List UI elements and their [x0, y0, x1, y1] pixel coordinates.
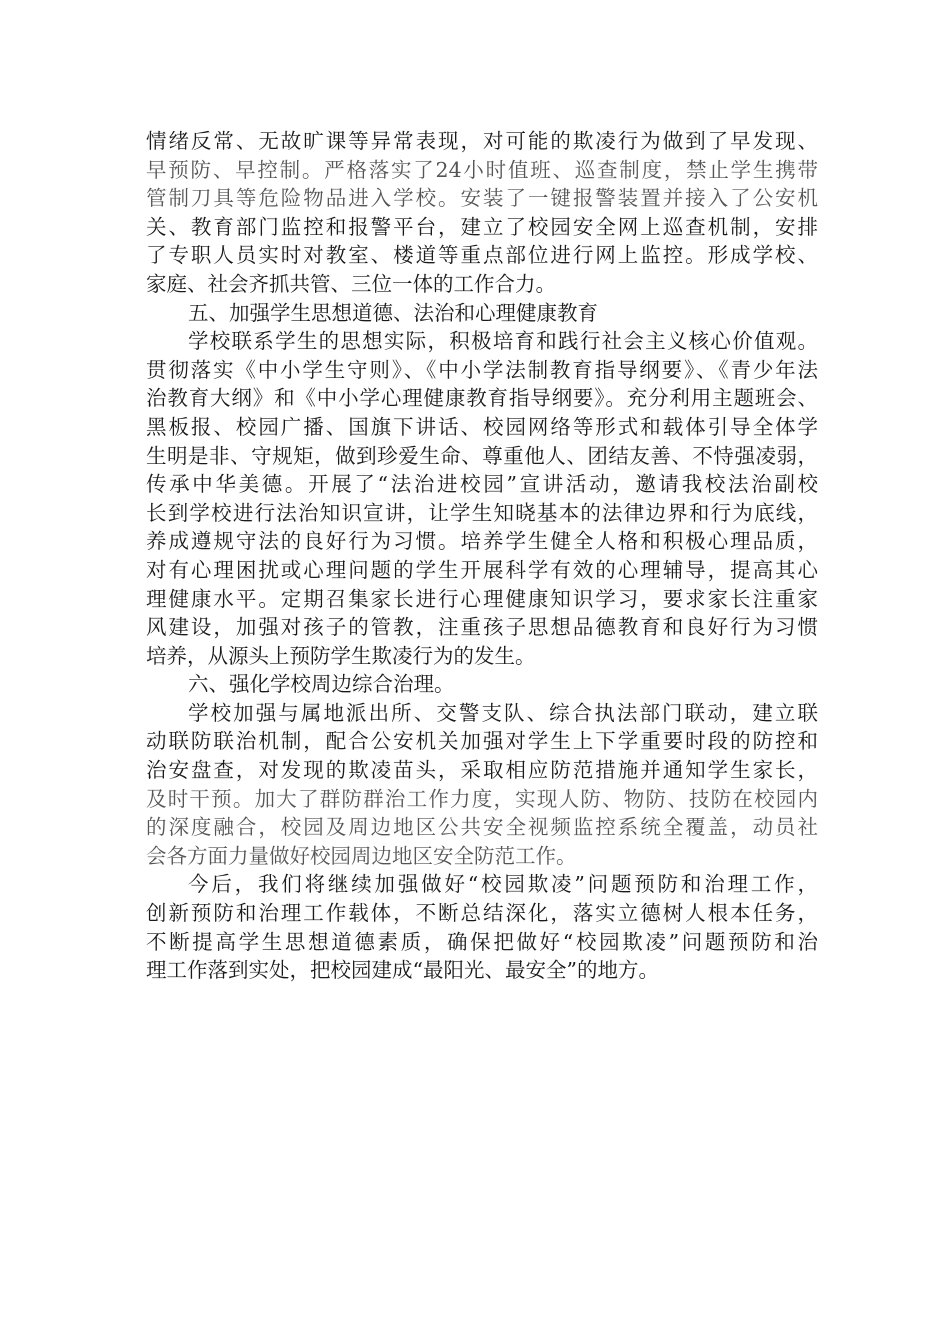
text-line: 关、教育部门监控和报警平台，建立了校园安全网上巡查机制，安排 — [146, 214, 818, 239]
text-line: 贯彻落实《中小学生守则》、《中小学法制教育指导纲要》、《青少年法 — [146, 357, 818, 382]
text-line: 长到学校进行法治知识宣讲，让学生知晓基本的法律边界和行为底线， — [146, 500, 818, 525]
text-line: 创新预防和治理工作载体，不断总结深化，落实立德树人根本任务， — [146, 901, 818, 926]
text-line: 理健康水平。定期召集家长进行心理健康知识学习，要求家长注重家 — [146, 586, 818, 611]
text-line: 的深度融合，校园及周边地区公共安全视频监控系统全覆盖，动员社 — [146, 815, 818, 840]
text-line: 培养，从源头上预防学生欺凌行为的发生。 — [146, 643, 536, 668]
text-line: 养成遵规守法的良好行为习惯。培养学生健全人格和积极心理品质， — [146, 529, 818, 554]
text-line: 风建设，加强对孩子的管教，注重孩子思想品德教育和良好行为习惯 — [146, 615, 818, 640]
text-line: 传承中华美德。开展了“法治进校园”宣讲活动，邀请我校法治副校 — [146, 472, 818, 497]
document-body — [146, 127, 818, 985]
text-line: 学校联系学生的思想实际，积极培育和践行社会主义核心价值观。 — [188, 329, 818, 354]
text-line: 会各方面力量做好校园周边地区安全防范工作。 — [146, 843, 577, 868]
text-line: 管制刀具等危险物品进入学校。安装了一键报警装置并接入了公安机 — [146, 186, 818, 211]
text-line: 早预防、早控制。严格落实了24小时值班、巡查制度，禁止学生携带 — [146, 157, 818, 182]
text-line: 动联防联治机制，配合公安机关加强对学生上下学重要时段的防控和 — [146, 729, 818, 754]
text-line: 情绪反常、无故旷课等异常表现，对可能的欺凌行为做到了早发现、 — [146, 129, 818, 153]
text-line: 了专职人员实时对教室、楼道等重点部位进行网上监控。形成学校、 — [146, 243, 818, 268]
text-line: 及时干预。加大了群防群治工作力度，实现人防、物防、技防在校园内 — [146, 786, 818, 811]
text-line: 对有心理困扰或心理问题的学生开展科学有效的心理辅导，提高其心 — [146, 557, 818, 582]
text-line: 黑板报、校园广播、国旗下讲话、校园网络等形式和载体引导全体学 — [146, 414, 818, 439]
text-line: 家庭、社会齐抓共管、三位一体的工作合力。 — [146, 271, 556, 296]
text-line: 理工作落到实处，把校园建成“最阳光、最安全”的地方。 — [146, 958, 659, 983]
text-line: 学校加强与属地派出所、交警支队、综合执法部门联动，建立联 — [188, 700, 818, 725]
text-line: 治安盘查，对发现的欺凌苗头，采取相应防范措施并通知学生家长， — [146, 758, 818, 783]
text-line: 今后，我们将继续加强做好“校园欺凌”问题预防和治理工作， — [188, 872, 818, 897]
text-line: 五、加强学生思想道德、法治和心理健康教育 — [188, 300, 598, 325]
text-line: 不断提高学生思想道德素质，确保把做好“校园欺凌”问题预防和治 — [146, 929, 818, 954]
text-line: 治教育大纲》和《中小学心理健康教育指导纲要》。充分利用主题班会、 — [146, 386, 818, 411]
text-line: 生明是非、守规矩，做到珍爱生命、尊重他人、团结友善、不恃强凌弱， — [146, 443, 818, 468]
text-line: 六、强化学校周边综合治理。 — [188, 672, 455, 697]
